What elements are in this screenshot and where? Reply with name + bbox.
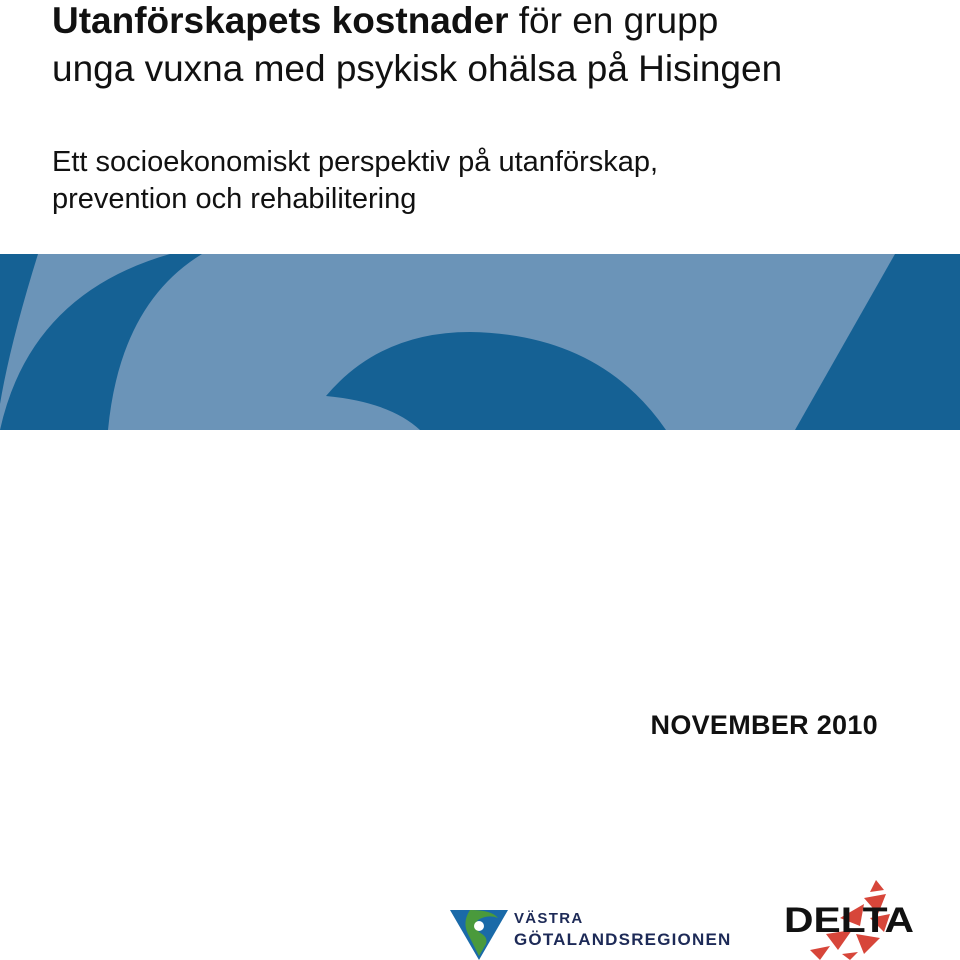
title-bold-part: Utanförskapets kostnader (52, 0, 509, 41)
publication-date: NOVEMBER 2010 (650, 710, 878, 740)
vgr-wordmark (514, 908, 731, 950)
delta-wordmark: DELTA (784, 901, 914, 940)
vastra-gotalandsregionen-logo (448, 900, 732, 960)
vastra-gotalandsregionen-mark-icon (448, 904, 510, 960)
title-rest: för en grupp (508, 0, 719, 41)
document-title (52, 0, 932, 93)
subtitle-line-1: Ett socioekonomiskt perspektiv på utanförskap, (52, 146, 659, 178)
vgr-line-2: GÖTALANDSREGIONEN (514, 930, 732, 949)
subtitle-line-2: prevention och rehabilitering (52, 183, 417, 215)
title-line-2: unga vuxna med psykisk ohälsa på Hisingen (52, 48, 783, 89)
delta-logo (780, 874, 920, 960)
document-subtitle (52, 144, 932, 218)
vgr-line-1: VÄSTRA (514, 910, 584, 927)
decorative-banner (0, 254, 960, 430)
